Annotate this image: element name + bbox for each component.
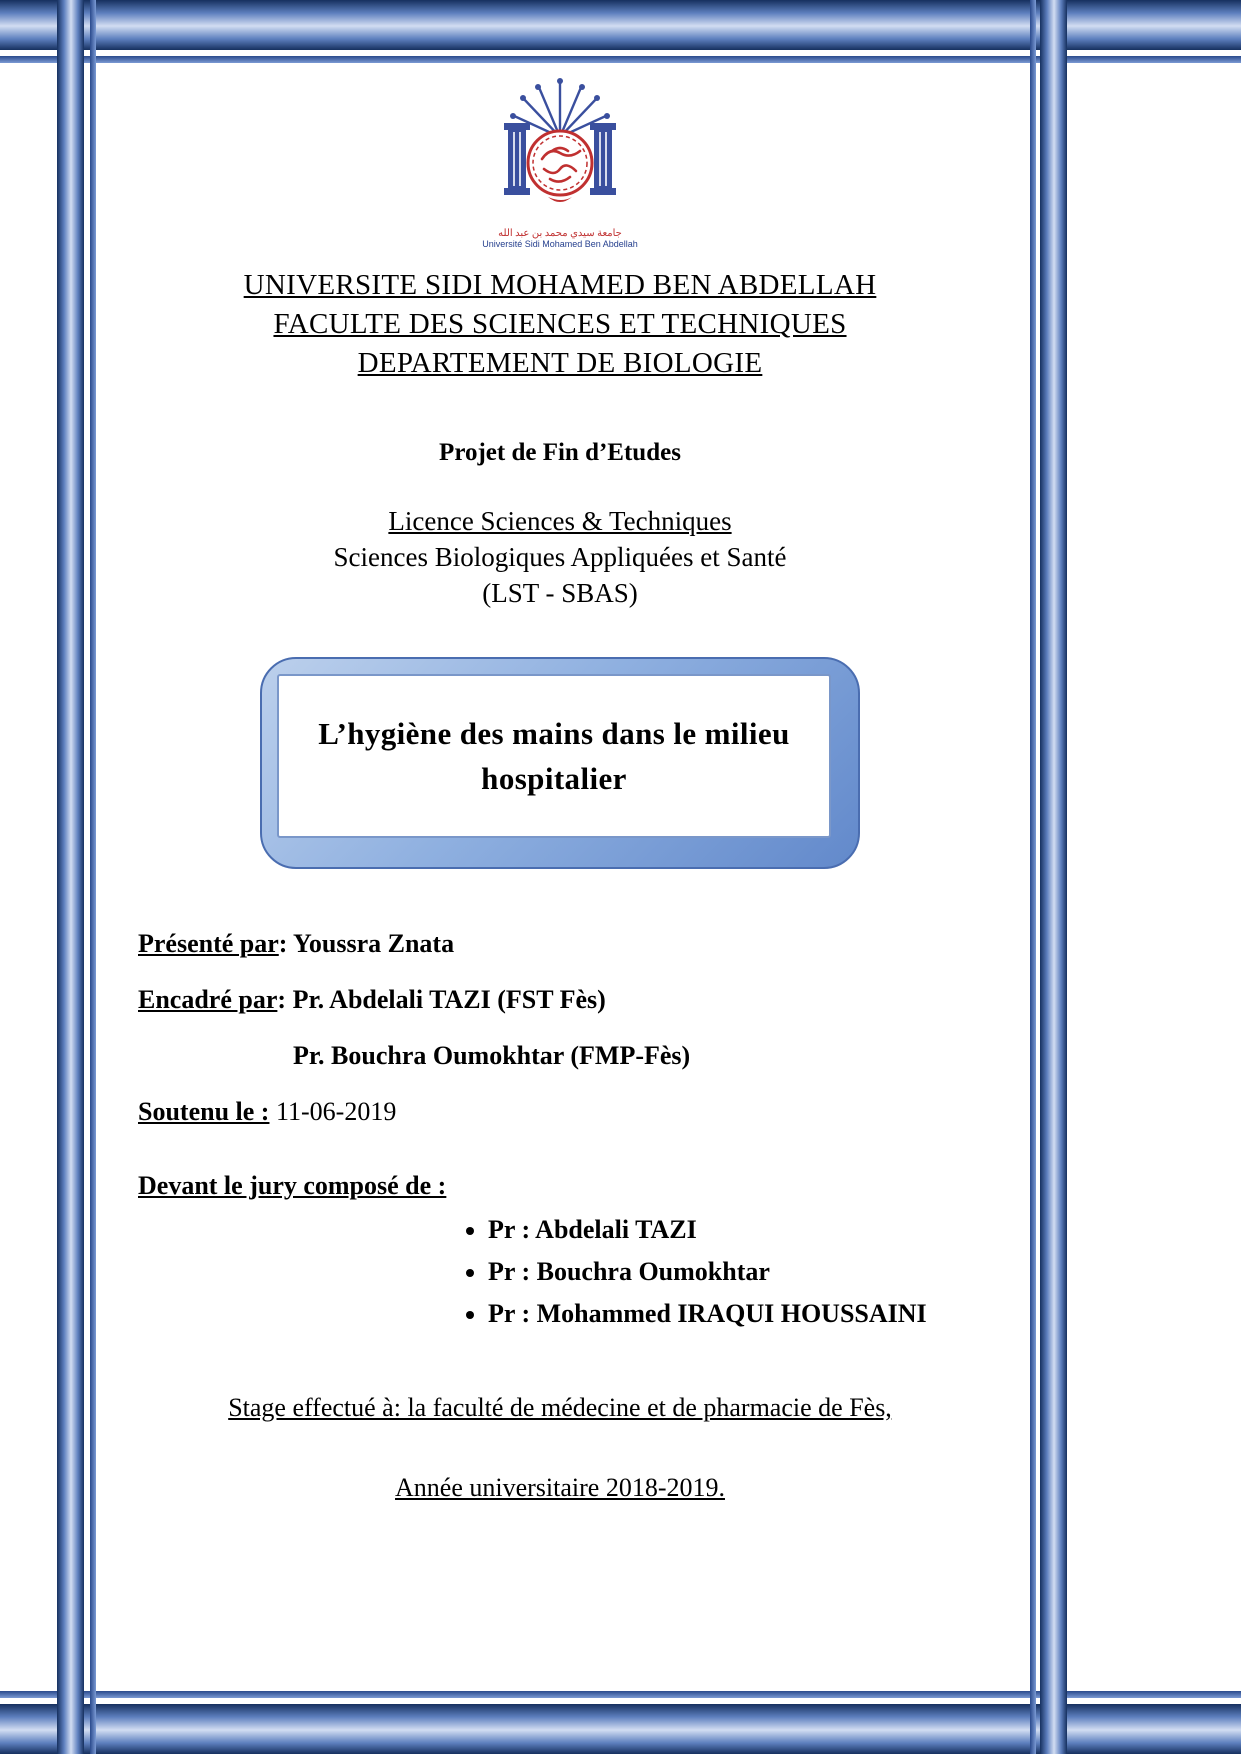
university-emblem-icon [480,75,640,223]
academic-year: Année universitaire 2018-2019. [395,1473,725,1502]
defense-date-label: Soutenu le : [138,1097,270,1126]
presented-by-value: Youssra Znata [292,929,455,958]
title-box-inner [277,674,831,838]
degree-name: Licence Sciences & Techniques [388,506,732,536]
page-border-left-accent [90,0,96,1754]
emblem-latin-caption: Université Sidi Mohamed Ben Abdellah [482,239,638,249]
jury-label: Devant le jury composé de : [138,1171,447,1200]
thesis-title-line1: L’hygiène des mains dans le milieu [318,716,790,751]
jury-member: • Pr : Abdelali TAZI [488,1215,1020,1245]
faculty-name: FACULTE DES SCIENCES ET TECHNIQUES [273,308,847,340]
page-border-right-accent [1030,0,1036,1754]
presented-by-row [138,929,1020,959]
supervised-by-label: Encadré par [138,985,278,1014]
jury-member: • Pr : Mohammed IRAQUI HOUSSAINI [488,1299,1020,1329]
project-kicker: Projet de Fin d’Etudes [439,439,681,466]
university-emblem [450,75,670,250]
supervisor-2: Pr. Bouchra Oumokhtar (FMP-Fès) [293,1041,691,1070]
specialty-name: Sciences Biologiques Appliquées et Santé [333,542,787,572]
supervised-by-sep: : [277,985,293,1014]
page-border-right [1040,0,1067,1754]
supervisor-2-row [138,1041,1020,1071]
department-name: DEPARTEMENT DE BIOLOGIE [357,347,763,379]
presented-by-label: Présenté par [138,929,279,958]
emblem-arabic-caption: جامعة سيدي محمد بن عبد الله [498,228,622,239]
jury-member: • Pr : Bouchra Oumokhtar [488,1257,1020,1287]
jury-list [448,1215,1020,1329]
content-column [100,75,1020,1503]
university-name: UNIVERSITE SIDI MOHAMED BEN ABDELLAH [243,269,877,301]
supervised-by-row [138,985,1020,1015]
thesis-title-line2: hospitalier [481,761,627,796]
degree-acronym: (LST - SBAS) [482,578,638,608]
meta-section [100,929,1020,1329]
internship-location: Stage effectué à: la faculté de médecine et de pharmacie de Fès, [228,1393,892,1422]
defense-date-value: 11-06-2019 [269,1097,397,1126]
page-border-left [57,0,84,1754]
defense-date-row [138,1097,1020,1127]
supervisor-1: Pr. Abdelali TAZI (FST Fès) [292,985,606,1014]
title-box [260,657,860,869]
presented-by-sep: : [278,929,293,958]
